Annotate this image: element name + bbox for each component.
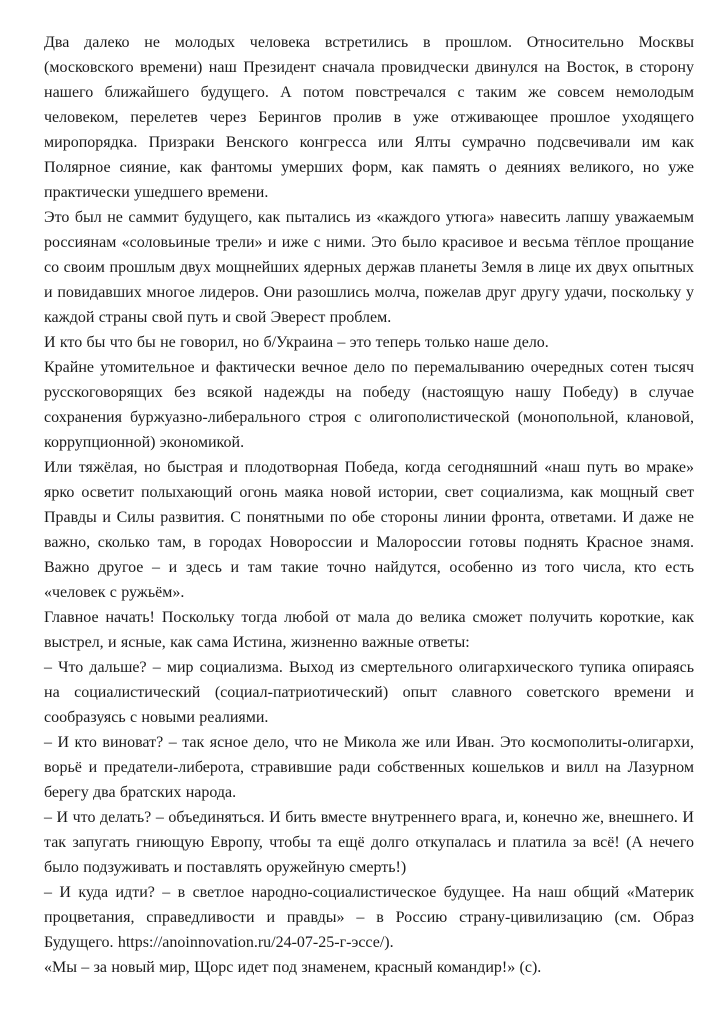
paragraph-where-to-go: – И куда идти? – в светлое народно-социалистическое будущее. На наш общий «Материк процветания, справедливости и правды» – в Россию страну-цивилизацию (см. Образ Будущего. https://anoinnovation.ru/24-07-25-г-эссе/). <box>44 884 694 951</box>
paragraph-what-next: – Что дальше? – мир социализма. Выход из смертельного олигархического тупика опираясь на социалистический (социал-патриотический) опыт славного советского времени и сообразуясь с новыми реалиями. <box>44 659 694 726</box>
paragraph-who-is-guilty: – И кто виноват? – так ясное дело, что не Микола же или Иван. Это космополиты-олигархи, ворьё и предатели-либерота, стравившие ради собственных кошельков и вилл на Лазурном берегу два братских народа. <box>44 734 694 801</box>
paragraph-closing-quote: «Мы – за новый мир, Щорс идет под знаменем, красный командир!» (с). <box>44 959 542 976</box>
paragraph-our-affair: И кто бы что бы не говорил, но б/Украина – это теперь только наше дело. <box>44 334 549 351</box>
document-body <box>44 30 694 980</box>
paragraph-summit-meeting: Два далеко не молодых человека встретились в прошлом. Относительно Москвы (московского времени) наш Президент сначала провидчески двинулся на Восток, в сторону нашего ближайшего будущего. А потом повстречался с таким же совсем немолодым человеком, перелетев через Берингов пролив в уже отживающее прошлое уходящего миропорядка. Призраки Венского конгресса или Ялты сумрачно подсвечивали им как Полярное сияние, как фантомы умерших форм, как память о деяниях великого, но уже практически ушедшего времени. <box>44 34 694 201</box>
paragraph-main-to-start: Главное начать! Поскольку тогда любой от мала до велика сможет получить короткие, как выстрел, и ясные, как сама Истина, жизненно важные ответы: <box>44 609 694 651</box>
paragraph-exhausting-task: Крайне утомительное и фактически вечное дело по перемалыванию очередных сотен тысяч русскоговорящих без всякой надежды на победу (настоящую нашу Победу) в случае сохранения буржуазно-либерального строя с олигополистической (монопольной, клановой, коррупционной) экономикой. <box>44 359 694 451</box>
paragraph-not-a-summit: Это был не саммит будущего, как пытались из «каждого утюга» навесить лапшу уважаемым россиянам «соловьиные трели» и иже с ними. Это было красивое и весьма тёплое прощание со своим прошлым двух мощнейших ядерных держав планеты Земля в лице их двух опытных и повидавших многое лидеров. Они разошлись молча, пожелав друг другу удачи, поскольку у каждой страны свой путь и свой Эверест проблем. <box>44 209 694 326</box>
paragraph-what-to-do: – И что делать? – объединяться. И бить вместе внутреннего врага, и, конечно же, внешнего. И так запугать гниющую Европу, чтобы та ещё долго откупалась и платила за всё! (А нечего было подзуживать и поставлять оружейную смерть!) <box>44 809 694 876</box>
paragraph-victory-option: Или тяжёлая, но быстрая и плодотворная Победа, когда сегодняшний «наш путь во мраке» ярко осветит полыхающий огонь маяка новой истории, свет социализма, как мощный свет Правды и Силы развития. С понятными по обе стороны линии фронта, ответами. И даже не важно, сколько там, в городах Новороссии и Малороссии готовы поднять Красное знамя. Важно другое – и здесь и там такие точно найдутся, особенно из того числа, кто есть «человек с ружьём». <box>44 459 694 601</box>
